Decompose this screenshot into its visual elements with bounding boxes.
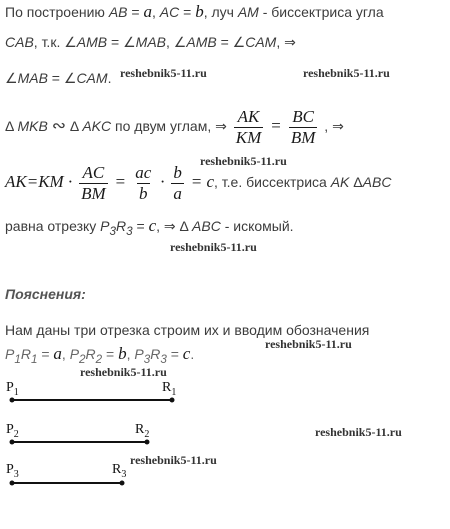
similar-icon: ∾ (51, 116, 66, 135)
angle-icon: ∠ (173, 34, 187, 50)
fraction-bc-bm: $\frac{BC}{BM}$ (290, 106, 316, 147)
point-p3 (10, 481, 15, 486)
fraction-ac-bm: $\frac{AC}{BM}$ (81, 162, 106, 203)
text-line-7: Нам даны три отрезка строим их и вводим обозначения (5, 322, 370, 338)
fraction-ac-b: $\frac{ac}{b}$ (135, 162, 152, 203)
label-p1: $P_1$ (6, 380, 19, 398)
ray-am: AM (237, 4, 259, 20)
text-line-3: ∠MAB = ∠CAM. (5, 70, 112, 86)
implies-icon: ⇒ (332, 118, 344, 134)
watermark: reshebnik5-11.ru (120, 66, 207, 80)
variable-b: b (195, 2, 204, 21)
variable-a: a (143, 2, 152, 21)
fraction-b-a: $\frac{b}{a}$ (173, 162, 182, 203)
watermark: reshebnik5-11.ru (200, 154, 287, 168)
text-line-6: равна отрезку $P_3R_3 = c$, ⇒ Δ ABC - искомый. (5, 216, 294, 238)
watermark: reshebnik5-11.ru (303, 66, 390, 80)
watermark: reshebnik5-11.ru (315, 425, 402, 439)
angle-icon: ∠ (63, 70, 77, 86)
text-line-4: Δ MKB ∾ Δ AKC по двум углам, ⇒ $\frac{AK}{KM}$ = $\frac{BC}{BM}$ , ⇒ (5, 106, 344, 147)
text-line-5: AK=KM · $\frac{AC}{BM}$ = $\frac{ac}{b}$ · $\frac{b}{a}$ = c, т.е. биссектриса AK ΔABC (5, 162, 392, 203)
triangle-icon: Δ (69, 118, 79, 134)
label-r1: $R_1$ (162, 380, 177, 398)
point-p1 (10, 398, 15, 403)
angle-icon: ∠ (123, 34, 136, 50)
point-r1 (170, 398, 175, 403)
angle-icon: ∠ (64, 34, 77, 50)
point-r3 (120, 481, 125, 486)
label-p3: $P_3$ (6, 462, 19, 480)
segment-ab: AB (108, 4, 128, 20)
implies-icon: ⇒ (215, 118, 227, 134)
text-fragment: По построению (5, 4, 109, 20)
triangle-icon: Δ (5, 118, 14, 134)
watermark: reshebnik5-11.ru (130, 453, 217, 467)
angle-icon: ∠ (5, 70, 18, 86)
label-r2: $R_2$ (135, 422, 150, 440)
point-r2 (145, 440, 150, 445)
implies-icon: ⇒ (163, 218, 176, 234)
text-line-8: $P_1R_1 = a$, $P_2R_2 = b$, $P_3R_3 = c$. (5, 344, 195, 366)
text-line-2: CAB, т.к. ∠AMB = ∠MAB, ∠AMB = ∠CAM, ⇒ (5, 34, 296, 50)
point-p2 (10, 440, 15, 445)
watermark: reshebnik5-11.ru (170, 240, 257, 254)
implies-icon: ⇒ (284, 34, 296, 50)
triangle-icon: Δ (353, 174, 363, 190)
watermark: reshebnik5-11.ru (265, 337, 352, 351)
label-r3: $R_3$ (112, 462, 127, 480)
segment-ac: AC (159, 4, 180, 20)
triangle-icon: Δ (179, 218, 189, 234)
watermark: reshebnik5-11.ru (80, 365, 167, 379)
explanation-heading: Пояснения: (5, 286, 86, 302)
angle-icon: ∠ (232, 34, 246, 50)
text-line-1: По построению AB = a, AC = b, луч AM - биссектриса угла (5, 2, 384, 21)
label-p2: $P_2$ (6, 422, 19, 440)
variable-c: c (206, 172, 215, 191)
fraction-ak-km: $\frac{AK}{KM}$ (235, 106, 262, 147)
